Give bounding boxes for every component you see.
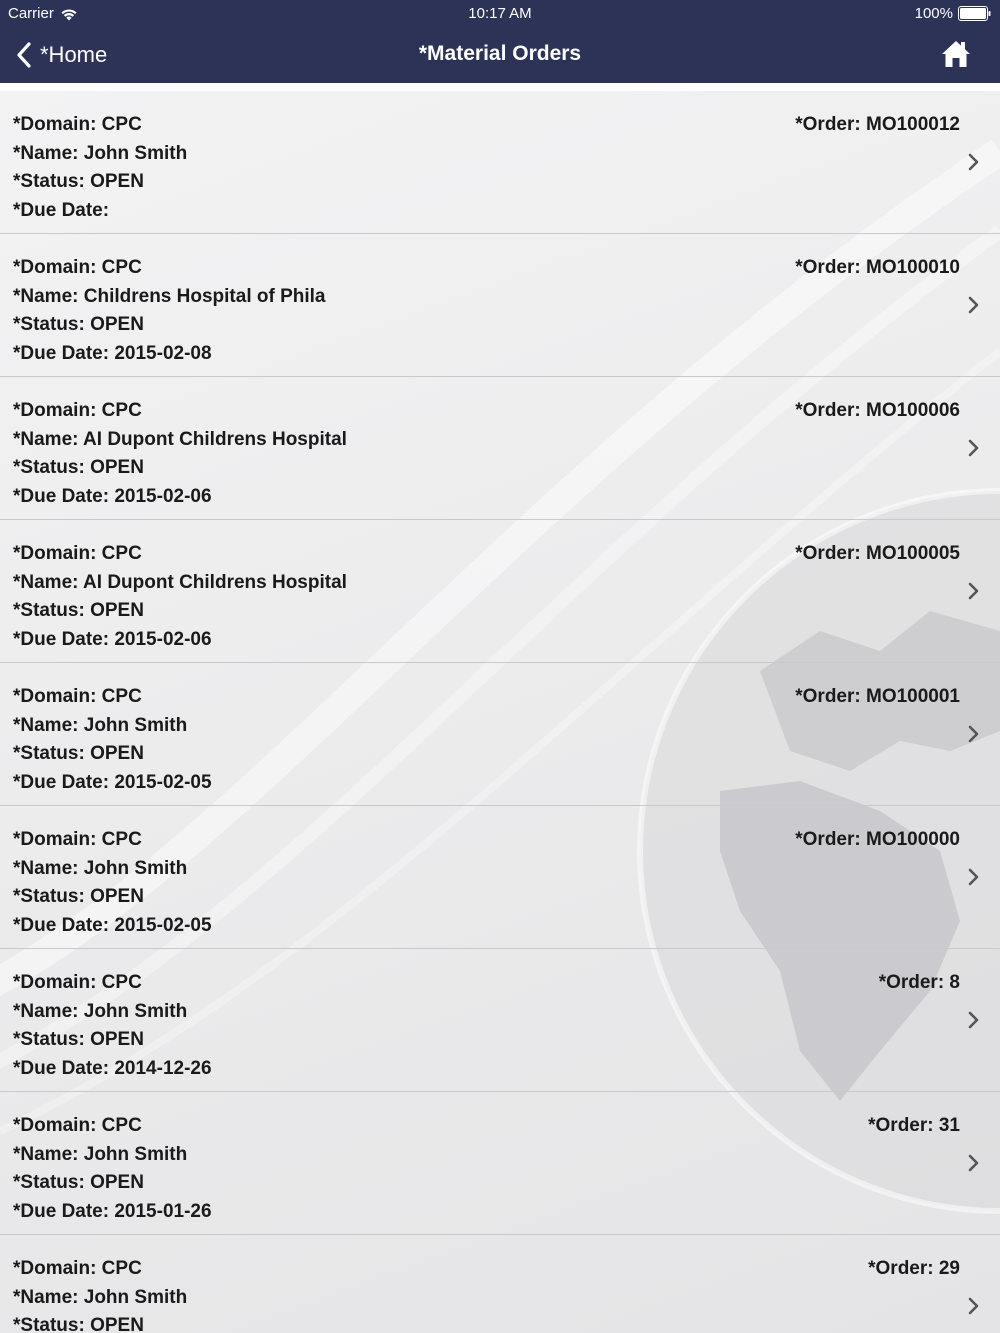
order-row[interactable] bbox=[0, 234, 1000, 377]
order-status: *Status: OPEN bbox=[13, 1172, 144, 1194]
battery-icon bbox=[958, 6, 992, 21]
order-name: *Name: John Smith bbox=[13, 857, 188, 879]
order-due-date: *Due Date: 2015-02-06 bbox=[13, 486, 212, 508]
navigation-bar bbox=[0, 28, 1000, 83]
order-status: *Status: OPEN bbox=[13, 314, 144, 336]
order-number: *Order: 8 bbox=[878, 972, 960, 993]
order-row[interactable] bbox=[0, 949, 1000, 1092]
order-details bbox=[13, 969, 212, 1084]
order-number: *Order: MO100000 bbox=[795, 829, 960, 850]
order-name: *Name: AI Dupont Childrens Hospital bbox=[13, 428, 347, 450]
order-domain: *Domain: CPC bbox=[13, 257, 142, 278]
order-row[interactable] bbox=[0, 806, 1000, 949]
order-details bbox=[13, 111, 187, 226]
order-domain: *Domain: CPC bbox=[13, 114, 142, 135]
order-domain: *Domain: CPC bbox=[13, 400, 142, 421]
order-number: *Order: MO100001 bbox=[795, 686, 960, 707]
order-details bbox=[13, 1112, 212, 1227]
order-due-date: *Due Date: bbox=[13, 200, 110, 222]
chevron-right-icon bbox=[968, 439, 980, 457]
order-number: *Order: MO100010 bbox=[795, 257, 960, 278]
back-button[interactable] bbox=[14, 38, 107, 72]
chevron-right-icon bbox=[968, 153, 980, 171]
order-details bbox=[13, 397, 347, 512]
chevron-right-icon bbox=[968, 1297, 980, 1315]
order-status: *Status: OPEN bbox=[13, 1315, 144, 1333]
status-bar bbox=[0, 0, 1000, 28]
chevron-right-icon bbox=[968, 1011, 980, 1029]
page-title: *Material Orders bbox=[418, 42, 582, 65]
order-status: *Status: OPEN bbox=[13, 600, 144, 622]
chevron-right-icon bbox=[968, 725, 980, 743]
order-number: *Order: 31 bbox=[868, 1115, 960, 1136]
battery-percent: 100% bbox=[914, 5, 953, 22]
home-icon[interactable] bbox=[940, 38, 972, 70]
order-name: *Name: John Smith bbox=[13, 142, 188, 164]
order-domain: *Domain: CPC bbox=[13, 543, 142, 564]
order-status: *Status: OPEN bbox=[13, 1029, 144, 1051]
header-divider bbox=[0, 83, 1000, 91]
order-domain: *Domain: CPC bbox=[13, 1115, 142, 1136]
order-number: *Order: MO100005 bbox=[795, 543, 960, 564]
order-row[interactable] bbox=[0, 377, 1000, 520]
order-domain: *Domain: CPC bbox=[13, 972, 142, 993]
order-details bbox=[13, 826, 212, 941]
order-details bbox=[13, 254, 326, 369]
order-number: *Order: MO100012 bbox=[795, 114, 960, 135]
order-due-date: *Due Date: 2015-02-05 bbox=[13, 915, 212, 937]
order-status: *Status: OPEN bbox=[13, 743, 144, 765]
order-status: *Status: OPEN bbox=[13, 171, 144, 193]
order-list bbox=[0, 91, 1000, 1333]
order-domain: *Domain: CPC bbox=[13, 829, 142, 850]
chevron-right-icon bbox=[968, 868, 980, 886]
order-name: *Name: John Smith bbox=[13, 1000, 188, 1022]
order-due-date: *Due Date: 2015-02-05 bbox=[13, 772, 212, 794]
order-due-date: *Due Date: 2014-12-26 bbox=[13, 1058, 212, 1080]
chevron-right-icon bbox=[968, 1154, 980, 1172]
order-number: *Order: MO100006 bbox=[795, 400, 960, 421]
order-name: *Name: AI Dupont Childrens Hospital bbox=[13, 571, 347, 593]
back-button-label: *Home bbox=[40, 42, 108, 67]
order-name: *Name: John Smith bbox=[13, 1143, 188, 1165]
order-status: *Status: OPEN bbox=[13, 457, 144, 479]
order-row[interactable] bbox=[0, 663, 1000, 806]
chevron-right-icon bbox=[968, 296, 980, 314]
status-time: 10:17 AM bbox=[468, 5, 532, 22]
order-domain: *Domain: CPC bbox=[13, 686, 142, 707]
chevron-left-icon bbox=[14, 41, 34, 69]
order-domain: *Domain: CPC bbox=[13, 1258, 142, 1279]
order-number: *Order: 29 bbox=[868, 1258, 960, 1279]
chevron-right-icon bbox=[968, 582, 980, 600]
order-name: *Name: Childrens Hospital of Phila bbox=[13, 285, 326, 307]
order-row[interactable] bbox=[0, 1235, 1000, 1333]
order-name: *Name: John Smith bbox=[13, 1286, 188, 1308]
battery-group bbox=[915, 5, 992, 22]
order-due-date: *Due Date: 2015-02-08 bbox=[13, 343, 212, 365]
order-row[interactable] bbox=[0, 520, 1000, 663]
order-details bbox=[13, 540, 347, 655]
order-name: *Name: John Smith bbox=[13, 714, 188, 736]
order-row[interactable] bbox=[0, 91, 1000, 234]
order-list-container[interactable] bbox=[0, 91, 1000, 1333]
order-due-date: *Due Date: 2015-01-26 bbox=[13, 1201, 212, 1223]
header bbox=[0, 0, 1000, 83]
order-row[interactable] bbox=[0, 1092, 1000, 1235]
order-due-date: *Due Date: 2015-02-06 bbox=[13, 629, 212, 651]
order-details bbox=[13, 683, 212, 798]
order-details bbox=[13, 1255, 187, 1333]
order-status: *Status: OPEN bbox=[13, 886, 144, 908]
carrier-label: Carrier bbox=[8, 5, 54, 22]
